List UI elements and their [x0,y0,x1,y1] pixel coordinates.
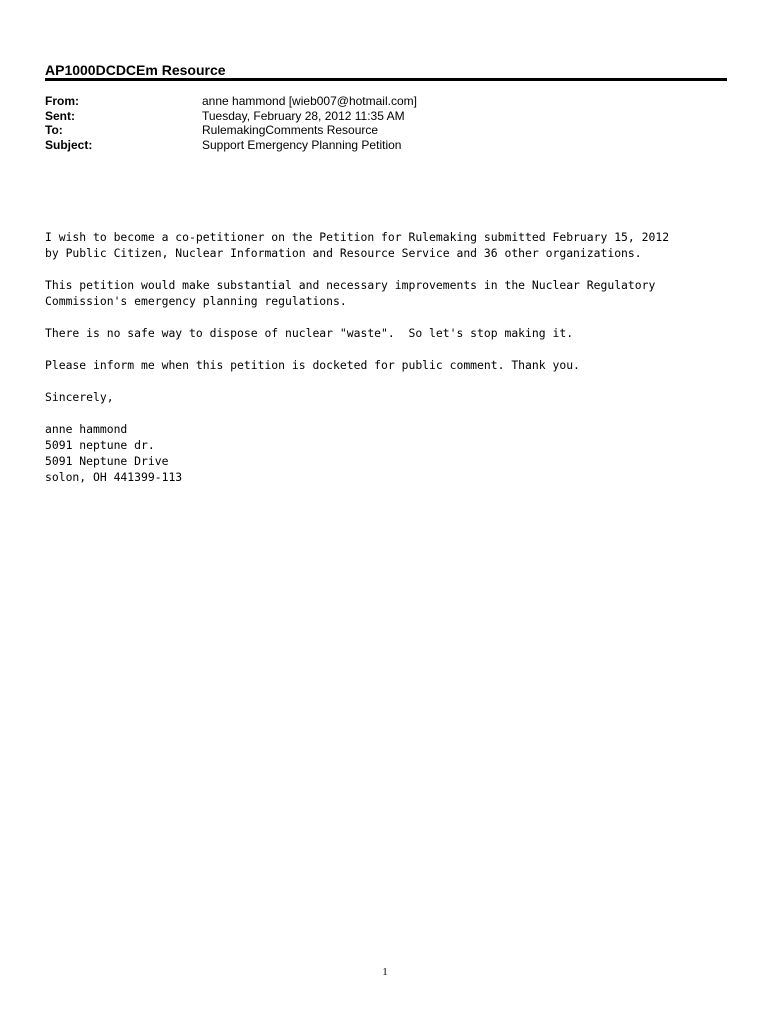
body-line: Commission's emergency planning regulations. [45,294,347,308]
body-line: by Public Citizen, Nuclear Information and Resource Service and 36 other organizations. [45,246,642,260]
page-title: AP1000DCDCEm Resource [45,62,226,78]
sent-row [45,109,417,124]
body-paragraph [45,229,735,261]
signature-address-line: 5091 Neptune Drive [45,454,169,468]
body-line: I wish to become a co-petitioner on the Petition for Rulemaking submitted February 15, 2012 [45,230,670,244]
title-divider [45,78,727,81]
subject-value: Support Emergency Planning Petition [202,137,402,152]
signature-address-line: 5091 neptune dr. [45,438,155,452]
signature-city-line: solon, OH 441399-113 [45,470,183,484]
body-paragraph [45,277,735,309]
body-paragraph: Please inform me when this petition is docketed for public comment. Thank you. [45,358,580,372]
to-value: RulemakingComments Resource [202,123,379,138]
email-body [45,229,735,485]
sent-value: Tuesday, February 28, 2012 11:35 AM [202,108,405,123]
signature-name: anne hammond [45,422,128,436]
subject-row [45,138,417,153]
sent-label: Sent: [45,108,75,123]
from-row [45,94,417,109]
from-value: anne hammond [wieb007@hotmail.com] [202,94,417,108]
closing-text: Sincerely, [45,390,114,404]
email-header [45,94,417,152]
body-line: This petition would make substantial and necessary improvements in the Nuclear Regulatory [45,278,656,292]
to-row [45,123,417,138]
to-label: To: [45,123,63,138]
body-paragraph: There is no safe way to dispose of nuclear "waste". So let's stop making it. [45,326,574,340]
page-number: 1 [382,966,388,978]
signature-block [45,421,735,485]
from-label: From: [45,94,79,108]
subject-label: Subject: [45,137,93,152]
